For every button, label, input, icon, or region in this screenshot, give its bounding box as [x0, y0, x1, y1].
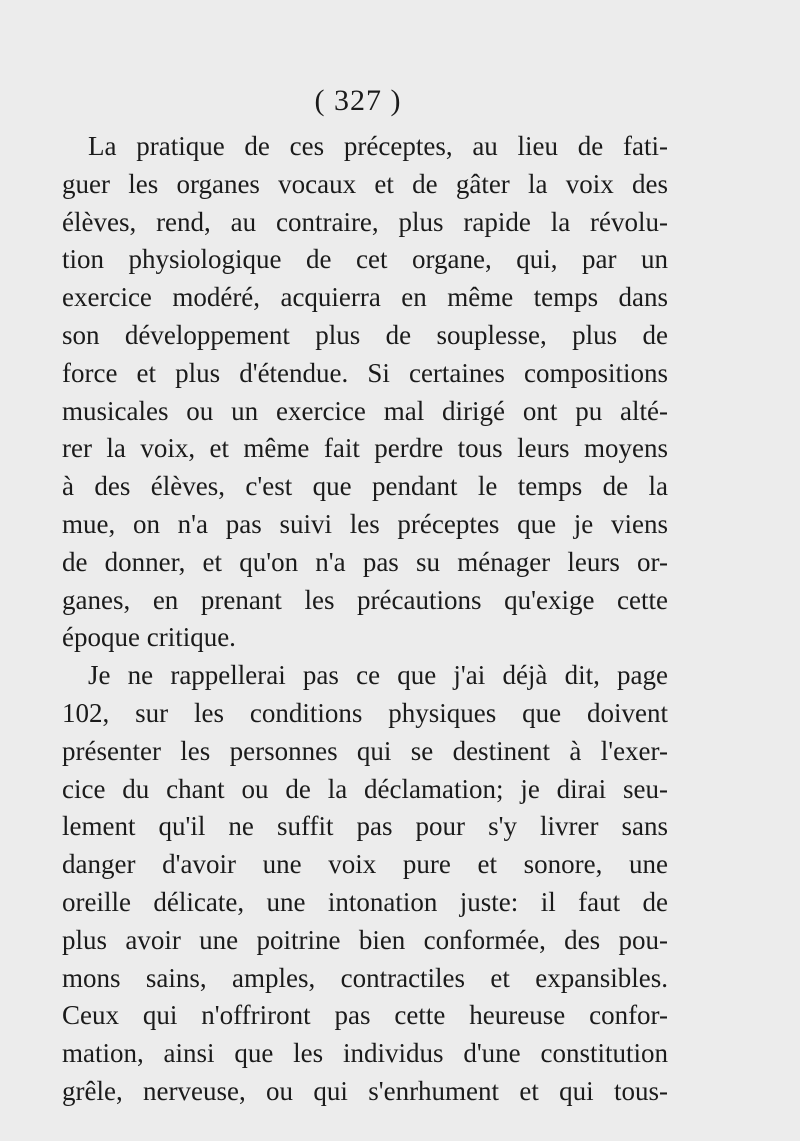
text-line: lement qu'il ne suffit pas pour s'y livrer sans — [62, 811, 668, 842]
text-line: Je ne rappellerai pas ce que j'ai déjà dit, page — [88, 660, 668, 691]
body-text — [62, 128, 668, 1111]
text-line: Ceux qui n'offriront pas cette heureuse confor- — [62, 1000, 668, 1031]
text-line: ganes, en prenant les précautions qu'exige cette — [62, 584, 668, 615]
text-line: élèves, rend, au contraire, plus rapide la révolu- — [62, 206, 668, 237]
text-line: présenter les personnes qui se destinent à l'exer- — [62, 735, 668, 766]
text-line: rer la voix, et même fait perdre tous leurs moyens — [62, 433, 668, 464]
text-line: de donner, et qu'on n'a pas su ménager leurs or- — [62, 546, 668, 577]
text-line: musicales ou un exercice mal dirigé ont pu alté- — [62, 395, 668, 426]
text-line: guer les organes vocaux et de gâter la voix des — [62, 168, 668, 199]
text-line: danger d'avoir une voix pure et sonore, une — [62, 849, 668, 880]
text-line: La pratique de ces préceptes, au lieu de fati- — [88, 131, 668, 161]
text-line: exercice modéré, acquierra en même temps dans — [62, 282, 668, 313]
page-number: ( 327 ) — [314, 84, 402, 117]
text-line: mons sains, amples, contractiles et expansibles. — [62, 962, 668, 993]
text-line: à des élèves, c'est que pendant le temps de la — [62, 471, 668, 502]
text-line: oreille délicate, une intonation juste: il faut de — [62, 886, 668, 917]
text-line: tion physiologique de cet organe, qui, par un — [62, 244, 668, 275]
text-line: cice du chant ou de la déclamation; je dirai seu- — [62, 773, 668, 804]
text-line: grêle, nerveuse, ou qui s'enrhument et qui tous- — [62, 1075, 668, 1106]
text-line: son développement plus de souplesse, plus de — [62, 319, 668, 350]
text-line: mation, ainsi que les individus d'une constitution — [62, 1038, 668, 1069]
text-line: mue, on n'a pas suivi les préceptes que je viens — [62, 508, 668, 539]
text-line: 102, sur les conditions physiques que doivent — [62, 697, 668, 728]
text-line: plus avoir une poitrine bien conformée, des pou- — [62, 924, 668, 955]
text-line: époque critique. — [62, 622, 236, 653]
text-line: force et plus d'étendue. Si certaines compositions — [62, 357, 668, 388]
